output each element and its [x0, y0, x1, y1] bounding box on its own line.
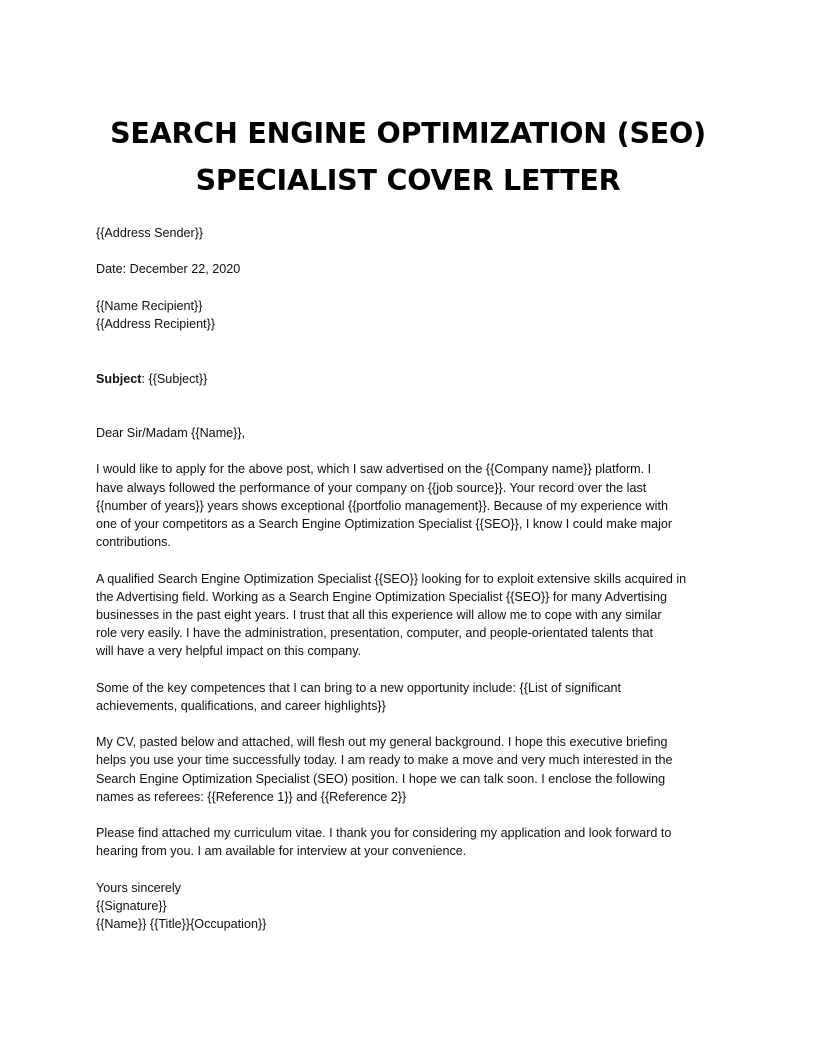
paragraph-line: Please find attached my curriculum vitae. I thank you for considering my application and look forward to: [96, 826, 672, 841]
paragraph-2: [96, 570, 720, 661]
subject-line: [96, 370, 720, 388]
title-line-2: SPECIALIST COVER LETTER: [195, 164, 621, 197]
paragraph-line: names as referees: {{Reference 1}} and {{Reference 2}}: [96, 789, 407, 804]
title-line-1: SEARCH ENGINE OPTIMIZATION (SEO): [110, 117, 706, 150]
paragraph-line: Some of the key competences that I can bring to a new opportunity include: {{List of significant: [96, 680, 622, 695]
paragraph-line: {{number of years}} years shows exceptional {{portfolio management}}. Because of my experience with: [96, 498, 668, 513]
paragraph-line: My CV, pasted below and attached, will flesh out my general background. I hope this executive briefing: [96, 735, 668, 750]
paragraph-line: I would like to apply for the above post, which I saw advertised on the {{Company name}} platform. I: [96, 462, 652, 477]
paragraph-1: [96, 460, 720, 551]
salutation: Dear Sir/Madam {{Name}},: [96, 426, 246, 441]
valediction: Yours sincerely: [96, 880, 181, 895]
date-line: Date: December 22, 2020: [96, 262, 241, 277]
recipient-name: {{Name Recipient}}: [96, 298, 203, 313]
subject-value: : {{Subject}}: [141, 371, 208, 386]
name-title-placeholder: {{Name}} {{Title}}{Occupation}}: [96, 917, 267, 932]
paragraph-line: hearing from you. I am available for interview at your convenience.: [96, 844, 467, 859]
paragraph-line: achievements, qualifications, and career highlights}}: [96, 698, 386, 713]
paragraph-5: [96, 824, 720, 860]
letter-body: [96, 224, 720, 933]
paragraph-line: Search Engine Optimization Specialist (SEO) position. I hope we can talk soon. I enclose the following: [96, 771, 666, 786]
subject-label: Subject: [96, 371, 142, 386]
paragraph-4: [96, 733, 720, 806]
sender-address: {{Address Sender}}: [96, 226, 204, 240]
document-title: [0, 110, 816, 204]
recipient-address: {{Address Recipient}}: [96, 316, 216, 331]
paragraph-line: contributions.: [96, 535, 171, 550]
paragraph-line: A qualified Search Engine Optimization Specialist {{SEO}} looking for to exploit extensive skills acquired in: [96, 571, 687, 586]
paragraph-3: [96, 679, 720, 715]
signature-placeholder: {{Signature}}: [96, 898, 167, 913]
paragraph-line: one of your competitors as a Search Engine Optimization Specialist {{SEO}}, I know I could make major: [96, 517, 673, 532]
paragraph-line: have always followed the performance of your company on {{job source}}. Your record over the last: [96, 480, 647, 495]
paragraph-line: role very easily. I have the administration, presentation, computer, and people-orientated talents that: [96, 626, 654, 641]
paragraph-line: helps you use your time successfully today. I am ready to make a move and very much interested in the: [96, 753, 673, 768]
paragraph-line: will have a very helpful impact on this company.: [96, 644, 362, 659]
paragraph-line: businesses in the past eight years. I trust that all this experience will allow me to cope with any similar: [96, 607, 662, 622]
paragraph-line: the Advertising field. Working as a Search Engine Optimization Specialist {{SEO}} for many Advertising: [96, 589, 667, 604]
